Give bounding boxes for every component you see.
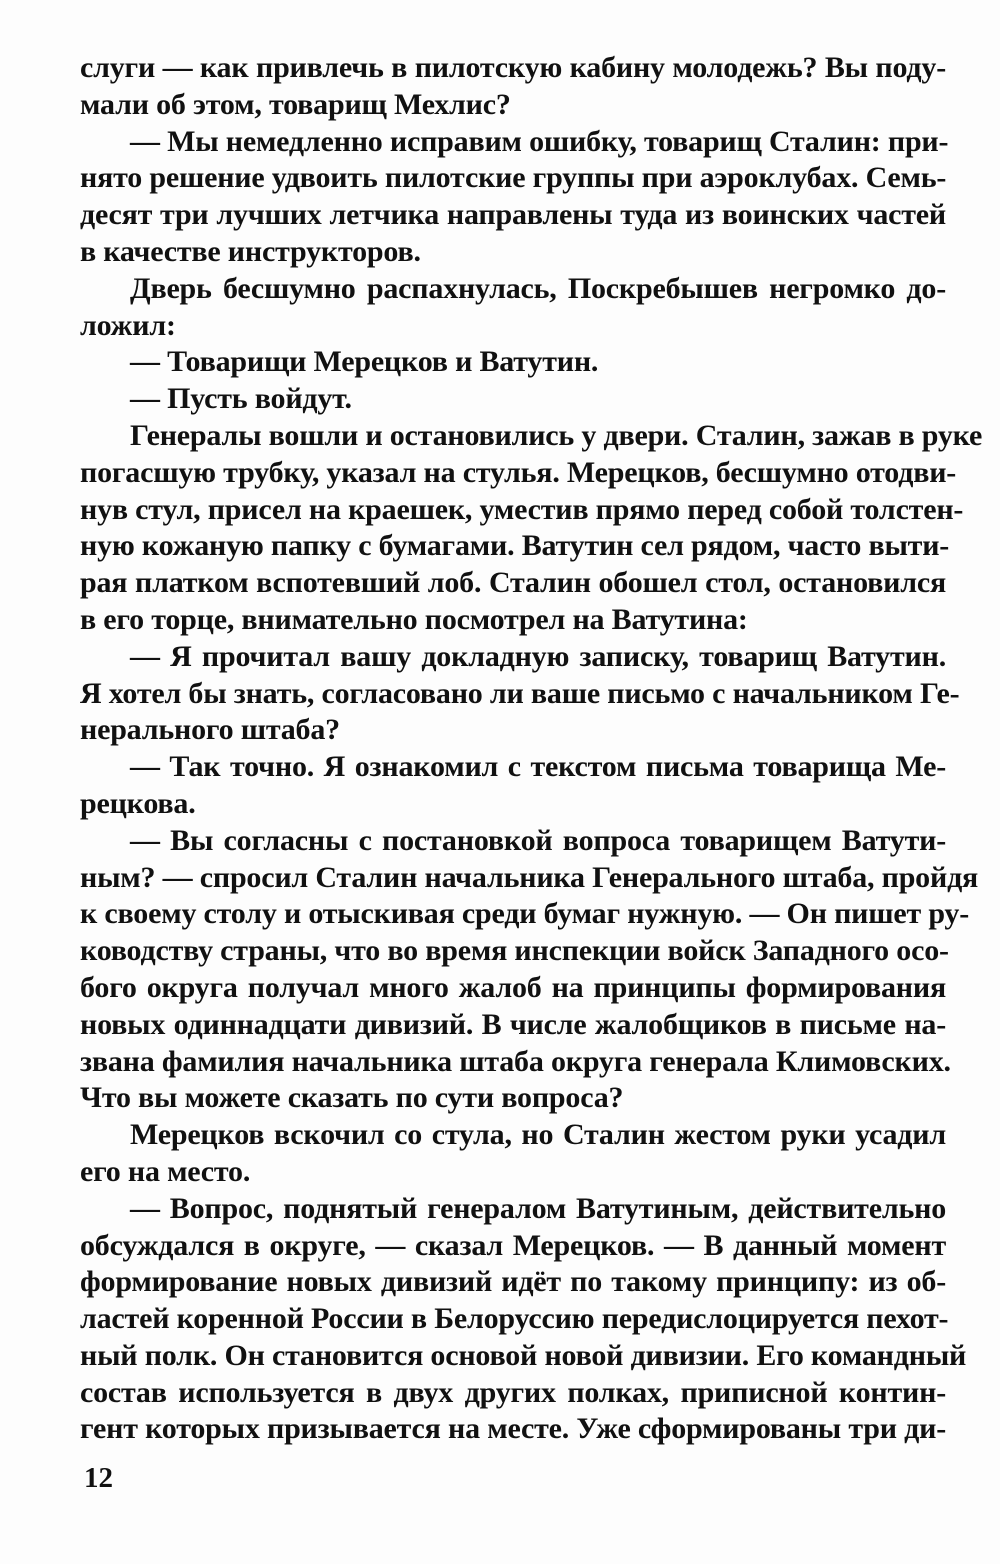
text-line: слуги — как привлечь в пилотскую кабину молодежь? Вы поду-: [80, 51, 946, 84]
text-line: — Я прочитал вашу докладную записку, товарищ Ватутин.: [130, 639, 946, 673]
text-line: формирование новых дивизий идёт по такому принципу: из об-: [80, 1265, 946, 1299]
text-line: — Мы немедленно исправим ошибку, товарищ Сталин: при-: [130, 124, 949, 158]
text-line: новых одиннадцати дивизий. В числе жалобщиков в письме на-: [80, 1007, 946, 1041]
page-number: 12: [84, 1462, 113, 1494]
text-line: бого округа получал много жалоб на принципы формирования: [80, 970, 946, 1004]
text-line: — Товарищи Мерецков и Ватутин.: [130, 345, 599, 379]
text-line: к своему столу и отыскивая среди бумаг нужную. — Он пишет ру-: [80, 897, 970, 931]
text-line: Что вы можете сказать по сути вопроса?: [80, 1081, 624, 1115]
text-line: состав используется в двух других полках, приписной контин-: [80, 1375, 946, 1409]
text-line: Мерецков вскочил со стула, но Сталин жестом руки усадил: [130, 1118, 946, 1152]
text-line: — Так точно. Я ознакомил с текстом письма товарища Ме-: [130, 750, 946, 784]
text-line: звана фамилия начальника штаба округа генерала Климовских.: [80, 1044, 951, 1078]
text-line: обсуждался в округе, — сказал Мерецков. — В данный момент: [80, 1228, 946, 1262]
text-line: нято решение удвоить пилотские группы при аэроклубах. Семь-: [80, 161, 947, 195]
text-line: ластей коренной России в Белоруссию передислоцируется пехот-: [80, 1302, 949, 1336]
text-line: Дверь бесшумно распахнулась, Поскребышев негромко до-: [130, 271, 946, 305]
body-text: [80, 50, 983, 1448]
text-line: десят три лучших летчика направлены туда из воинских частей: [80, 198, 946, 232]
text-line: Генералы вошли и остановились у двери. Сталин, зажав в руке: [130, 418, 983, 452]
text-line: ным? — спросил Сталин начальника Генерального штаба, пройдя: [80, 860, 979, 894]
text-line: мали об этом, товарищ Мехлис?: [80, 87, 511, 121]
text-line: его на место.: [80, 1154, 251, 1188]
text-line: рая платком вспотевший лоб. Сталин обошел стол, остановился: [80, 566, 946, 600]
text-line: в качестве инструкторов.: [80, 234, 421, 268]
text-line: нерального штаба?: [80, 713, 340, 747]
text-line: — Вопрос, поднятый генералом Ватутиным, действительно: [130, 1191, 946, 1225]
text-line: ководству страны, что во время инспекции войск Западного осо-: [80, 934, 949, 968]
text-line: рецкова.: [80, 786, 196, 820]
text-line: — Вы согласны с постановкой вопроса товарищем Ватути-: [130, 823, 946, 857]
text-line: Я хотел бы знать, согласовано ли ваше письмо с начальником Ге-: [80, 676, 960, 710]
text-line: нув стул, присел на краешек, уместив прямо перед собой толстен-: [80, 492, 964, 526]
text-line: ный полк. Он становится основой новой дивизии. Его командный: [80, 1338, 967, 1372]
text-line: — Пусть войдут.: [130, 382, 352, 416]
text-line: гент которых призывается на месте. Уже сформированы три ди-: [80, 1412, 946, 1446]
text-line: в его торце, внимательно посмотрел на Ватутина:: [80, 602, 748, 636]
text-line: погасшую трубку, указал на стулья. Мерецков, бесшумно отодви-: [80, 455, 957, 489]
text-line: ложил:: [80, 308, 176, 342]
text-line: ную кожаную папку с бумагами. Ватутин сел рядом, часто выти-: [80, 529, 950, 563]
